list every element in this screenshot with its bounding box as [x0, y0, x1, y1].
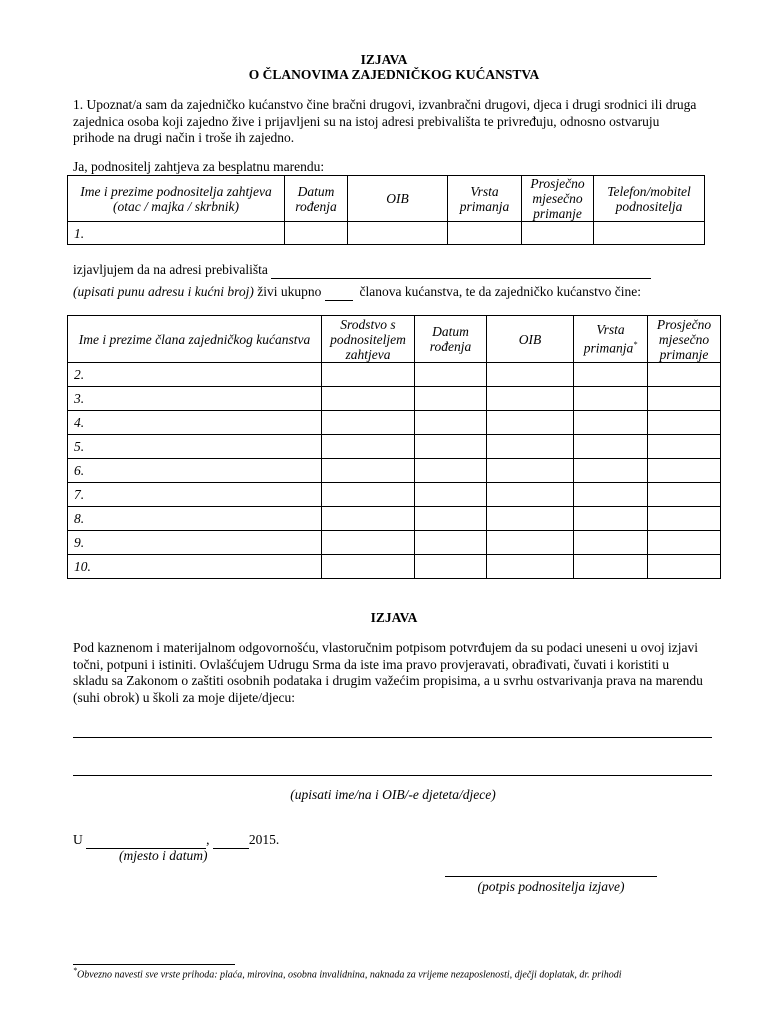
footnote-mark: * — [73, 966, 77, 975]
member-row — [68, 435, 721, 459]
member-cell-avg-income[interactable] — [648, 363, 721, 387]
footnote-ref: * — [633, 340, 638, 350]
place-field[interactable] — [86, 832, 206, 849]
member-cell-avg-income[interactable] — [648, 483, 721, 507]
member-row-number: 5. — [68, 435, 322, 459]
members-header-avg-income: Prosječno mjesečno primanje — [648, 316, 721, 363]
child-line-2[interactable] — [73, 775, 712, 776]
member-cell-relation[interactable] — [322, 459, 415, 483]
member-cell-dob[interactable] — [415, 411, 487, 435]
member-row-number: 9. — [68, 531, 322, 555]
member-cell-dob[interactable] — [415, 507, 487, 531]
applicant-cell-phone[interactable] — [594, 222, 705, 245]
member-cell-oib[interactable] — [487, 411, 574, 435]
members-header-dob: Datum rođenja — [415, 316, 487, 363]
address-label: izjavljujem da na adresi prebivališta — [73, 262, 268, 277]
child-line-1[interactable] — [73, 737, 712, 738]
footnote-separator — [73, 964, 235, 965]
member-cell-relation[interactable] — [322, 507, 415, 531]
address-field[interactable] — [271, 262, 651, 279]
members-header-oib: OIB — [487, 316, 574, 363]
member-cell-dob[interactable] — [415, 435, 487, 459]
member-cell-relation[interactable] — [322, 387, 415, 411]
declaration-text: Pod kaznenom i materijalnom odgovornošću, vlastoručnim potpisom potvrđujem da su podaci uneseni u ovoj izjavi točni, potpuni i istiniti. Ovlašćujem Udrugu Srma da iste ima pravo provjeravati, obrađivati, čuvati i koristiti u skladu sa Zakonom o zaštiti osobnih podataka i drugim važećim propisima, a u svrhu ostvarivanja prava na marendu (suhi obrok) u školi za moje dijete/djecu: — [73, 640, 703, 705]
address-line — [73, 262, 651, 279]
applicant-cell-dob[interactable] — [285, 222, 348, 245]
applicant-cell-avg-income[interactable] — [522, 222, 594, 245]
member-cell-dob[interactable] — [415, 459, 487, 483]
applicant-label: Ja, podnositelj zahtjeva za besplatnu marendu: — [73, 159, 325, 174]
member-row-number: 10. — [68, 555, 322, 579]
member-cell-dob[interactable] — [415, 363, 487, 387]
member-cell-avg-income[interactable] — [648, 459, 721, 483]
member-row — [68, 531, 721, 555]
applicant-cell-oib[interactable] — [348, 222, 448, 245]
footnote — [73, 966, 622, 980]
member-cell-income-type[interactable] — [574, 555, 648, 579]
declaration-title: IZJAVA — [370, 610, 418, 625]
member-row — [68, 459, 721, 483]
member-row — [68, 387, 721, 411]
member-cell-oib[interactable] — [487, 363, 574, 387]
member-cell-oib[interactable] — [487, 507, 574, 531]
intro-paragraph: 1. Upoznat/a sam da zajedničko kućanstvo čine bračni drugovi, izvanbračni drugovi, djeca i drugi srodnici ili druga zajednica osoba koji zajedno žive i prijavljeni su na istoj adresi prebivališta te privređuju, odnosno ostvaruju prihode na drugi način i troše ih zajedno. — [73, 97, 697, 145]
members-header-relation: Srodstvo s podnositeljem zahtjeva — [322, 316, 415, 363]
member-cell-oib[interactable] — [487, 531, 574, 555]
member-row-number: 6. — [68, 459, 322, 483]
member-row — [68, 483, 721, 507]
member-cell-income-type[interactable] — [574, 531, 648, 555]
member-cell-income-type[interactable] — [574, 387, 648, 411]
members-table — [67, 315, 721, 579]
member-row — [68, 555, 721, 579]
year-text: 2015. — [248, 832, 280, 847]
member-row — [68, 411, 721, 435]
applicant-header-name: Ime i prezime podnositelja zahtjeva (otac / majka / skrbnik) — [68, 176, 285, 222]
member-cell-relation[interactable] — [322, 363, 415, 387]
member-row-number: 2. — [68, 363, 322, 387]
member-cell-oib[interactable] — [487, 435, 574, 459]
member-cell-avg-income[interactable] — [648, 387, 721, 411]
member-cell-dob[interactable] — [415, 555, 487, 579]
member-cell-relation[interactable] — [322, 555, 415, 579]
member-cell-oib[interactable] — [487, 555, 574, 579]
member-cell-income-type[interactable] — [574, 507, 648, 531]
member-cell-oib[interactable] — [487, 483, 574, 507]
member-cell-income-type[interactable] — [574, 435, 648, 459]
member-cell-income-type[interactable] — [574, 459, 648, 483]
member-cell-dob[interactable] — [415, 531, 487, 555]
members-header-name: Ime i prezime člana zajedničkog kućanstva — [68, 316, 322, 363]
lives-text-b: članova kućanstva, te da zajedničko kućanstvo čine: — [359, 284, 641, 299]
signature-hint: (potpis podnositelja izjave) — [477, 879, 625, 894]
lives-text-a: živi ukupno — [257, 284, 322, 299]
member-cell-income-type[interactable] — [574, 363, 648, 387]
member-cell-relation[interactable] — [322, 483, 415, 507]
form-subtitle: O ČLANOVIMA ZAJEDNIČKOG KUĆANSTVA — [248, 67, 540, 82]
applicant-header-avg-income: Prosječno mjesečno primanje — [522, 176, 594, 222]
member-cell-oib[interactable] — [487, 459, 574, 483]
member-cell-avg-income[interactable] — [648, 531, 721, 555]
member-row-number: 7. — [68, 483, 322, 507]
members-count-line — [73, 284, 641, 301]
member-cell-avg-income[interactable] — [648, 435, 721, 459]
form-title: IZJAVA — [360, 52, 408, 67]
member-cell-dob[interactable] — [415, 387, 487, 411]
applicant-table — [67, 175, 705, 245]
member-row — [68, 363, 721, 387]
member-row-number: 4. — [68, 411, 322, 435]
applicant-header-oib: OIB — [348, 176, 448, 222]
child-hint: (upisati ime/na i OIB/-e djeteta/djece) — [290, 787, 496, 802]
applicant-header-income-type: Vrsta primanja — [448, 176, 522, 222]
footnote-text: Obvezno navesti sve vrste prihoda: plaća, mirovina, osobna invalidnina, naknada za vrijeme nezaposlenosti, dječji doplatak, dr. prihodi — [77, 969, 622, 981]
members-header-income-type-label: Vrsta primanja — [583, 322, 634, 356]
member-cell-relation[interactable] — [322, 531, 415, 555]
member-row-number: 8. — [68, 507, 322, 531]
applicant-cell-income-type[interactable] — [448, 222, 522, 245]
applicant-header-dob: Datum rođenja — [285, 176, 348, 222]
member-cell-avg-income[interactable] — [648, 507, 721, 531]
members-header-income-type — [574, 316, 648, 363]
member-cell-income-type[interactable] — [574, 483, 648, 507]
members-count-field[interactable] — [325, 284, 353, 301]
member-cell-relation[interactable] — [322, 411, 415, 435]
signature-line[interactable] — [445, 876, 657, 877]
member-cell-avg-income[interactable] — [648, 555, 721, 579]
place-prefix: U — [73, 832, 83, 847]
place-date-line: U , 2015. — [73, 832, 280, 847]
address-hint: (upisati punu adresu i kućni broj) — [73, 284, 254, 299]
date-field[interactable] — [213, 832, 249, 849]
applicant-row-number: 1. — [68, 222, 285, 245]
applicant-header-phone: Telefon/mobitel podnositelja — [594, 176, 705, 222]
member-cell-relation[interactable] — [322, 435, 415, 459]
member-row-number: 3. — [68, 387, 322, 411]
place-date-hint: (mjesto i datum) — [119, 848, 208, 863]
member-cell-avg-income[interactable] — [648, 411, 721, 435]
member-row — [68, 507, 721, 531]
member-cell-oib[interactable] — [487, 387, 574, 411]
member-cell-dob[interactable] — [415, 483, 487, 507]
member-cell-income-type[interactable] — [574, 411, 648, 435]
